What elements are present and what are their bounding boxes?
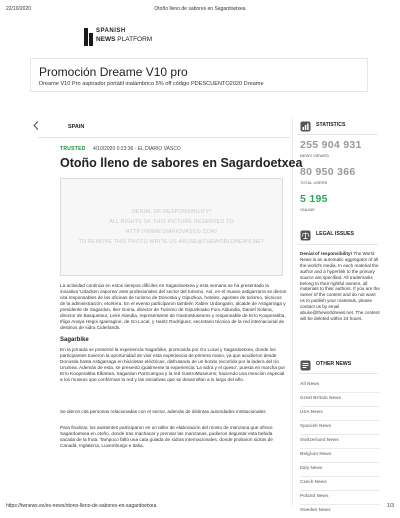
news-link-all[interactable] (300, 379, 380, 393)
bar-chart-icon (300, 119, 311, 130)
print-title: Otoño lleno de sabores en Sagardoetxea (154, 6, 246, 12)
news-link-spanish[interactable] (300, 421, 380, 435)
article-headline: Otoño lleno de sabores en Sagardoetxea (60, 156, 303, 170)
news-link-switzerland[interactable] (300, 435, 380, 449)
article-subheading: Sagarbike (60, 337, 89, 343)
scales-icon (300, 228, 311, 239)
news-link-usa[interactable] (300, 407, 380, 421)
news-link-great-britain[interactable] (300, 393, 380, 407)
news-link-label[interactable]: Switzerland News (300, 437, 339, 442)
newspaper-icon (300, 358, 311, 369)
ad-text: Dreame V10 Pro aspirador portátil inalámbrico 5% off código PDESCUENTO2020 Dreame (39, 81, 264, 87)
print-date: 22/10/2020 (6, 6, 32, 12)
logo-mark-icon (84, 28, 94, 46)
other-news-title: OTHER NEWS (316, 361, 352, 367)
news-link-label[interactable]: Czech News (300, 479, 327, 484)
news-link-label[interactable]: Poland News (300, 493, 329, 498)
photo-notice-line: DENIAL OF RESPONSIBILITY! (131, 209, 212, 215)
news-link-label[interactable]: Spanish News (300, 423, 332, 428)
divider (298, 373, 378, 374)
news-link-label[interactable]: All News (300, 381, 320, 386)
legal-issues-title: LEGAL ISSUES (316, 231, 354, 237)
news-link-label[interactable]: Sweden News (300, 507, 331, 512)
divider (298, 134, 378, 135)
logo-line-1: SPANISH (96, 28, 126, 34)
online-count: 5 195 (300, 193, 328, 205)
print-footer (6, 503, 394, 511)
news-link-italy[interactable] (300, 463, 380, 477)
print-page-number: 1/3 (387, 503, 394, 509)
statistics-title: STATISTICS (316, 122, 346, 128)
column-divider (292, 118, 293, 506)
news-link-belgium[interactable] (300, 449, 380, 463)
trusted-badge: TRUSTED (60, 146, 86, 152)
news-link-label[interactable]: Italy News (300, 465, 323, 470)
legal-disclaimer: Denial of responsibility! The World News is an automatic aggregator of all the world's media. In each material the author and a hyperlink to the primary source are specified. All trademarks belong to their rightful owners, all materials to their authors. If you are the owner of the content and do not want us to publish your materials, please contact us by email abuse@theworldnews.net. The content will be deleted within 24 hours. (300, 251, 380, 321)
news-link-label[interactable]: Belgium News (300, 451, 332, 456)
photo-notice-line: HTTP://WWW.DIARIOVASCO.COM/ (125, 229, 218, 235)
divider (298, 244, 378, 245)
article-paragraph: En la jornada se presentó la experiencia Sagarbike, promovida por Go Local y Sagardoetxea, donde los participantes tuvieron la oportunidad de vivir esta experiencia de primera mano, ya que acudieron desde Donostia hasta Astigarraga en bicicletas eléctricas, disfrutando de un bonito recorrido por la ladera del río Urumea. Además de esta, se presentó igualmente la experiencia 'La sidra y el queso', puesta en marcha por Erro Kooperatiba Elkartea, Sagardun Partzuergoa y la red GastroMuseums; haciendo una mención especial a los museos que conforman la red y las iniciativas que se desarrollan a lo largo del año. (60, 347, 286, 383)
print-header (6, 6, 394, 14)
article-meta: 4/10/2020 0:23:36 · EL DIARIO VASCO (93, 146, 181, 152)
total-users-count: 80 950 366 (300, 166, 356, 178)
news-viewed-count: 255 904 931 (300, 139, 362, 151)
news-viewed-label: NEWS VIEWED (300, 153, 329, 158)
photo-notice-line: ALL RIGHTS OF THIS PICTURE RESERVED TO (109, 219, 234, 225)
article-photo-placeholder (60, 178, 283, 276)
divider (38, 137, 290, 138)
article-paragraph: Para finalizar, los asistentes participaron en un taller de elaboración del mosto de manzana que ofrece Sagardoetxea en otoño, donde tras machacar y prensar las manzanas, pudieron degustar esta bebida sacada de la fruta. Tampoco faltó una cata guiada de sidras internacionales, donde probaron sidras de Canadá, Inglaterra, Luxemburgo e Italia. (60, 425, 273, 449)
ad-title[interactable]: Promoción Dreame V10 pro (39, 65, 188, 79)
ad-banner[interactable] (30, 58, 368, 92)
total-users-label: TOTAL USERS (300, 180, 328, 185)
article-paragraph: La actividad continúa en estos tiempos difíciles en Sagardoetxea y esta semana se ha presentado la iniciativa 'Udazken zaporea' ante profesionales del sector del turismo. Así, en el museo astigarrarra se dieron cita responsables de las oficinas de turismo de Donostia y Gipuzkoa, hoteles, agentes de turismo, técnicos de la administración, etcétera. En el evento participaron también Xabier Urdangarin, alcalde de Astigarraga y presidente de Sagardun, Iker Goiria, director de Turismo de Gipuzkoako Foru Aldundia, Daniel Solana, director de Basquetour, Leire Alandia, representante de GastroMuseums y responsable de Erro Kooperatiba, Iñigo Anaya Hegoi Igaeragine, de Go Local, y Haritz Rodríguez, secretario técnico de la red internacional de destinos de sidra Ciderlands. (60, 283, 287, 331)
news-link-label[interactable]: Great Britain News (300, 395, 342, 400)
print-url: https://twnews.es/es-news/otono-lleno-de-sabores-en-sagardoetxea (6, 503, 157, 509)
chevron-left-icon[interactable] (33, 121, 39, 132)
news-link-czech[interactable] (300, 477, 380, 491)
logo-line-2: NEWS PLATFORM (96, 36, 153, 43)
photo-notice-line: TO REMOVE THIS PHOTO WRITE US ABUSE@THEWORLDNEWS.NET (78, 239, 265, 245)
section-link-spain[interactable]: SPAIN (68, 124, 85, 130)
site-logo[interactable] (84, 27, 174, 49)
online-label: ONLINE (300, 207, 315, 212)
article-paragraph: Se dieron cita personas relacionadas con el sector, además de distintas autoridades institucionales (60, 409, 266, 414)
news-link-label[interactable]: USA News (300, 409, 323, 414)
photo-notice (61, 207, 282, 247)
